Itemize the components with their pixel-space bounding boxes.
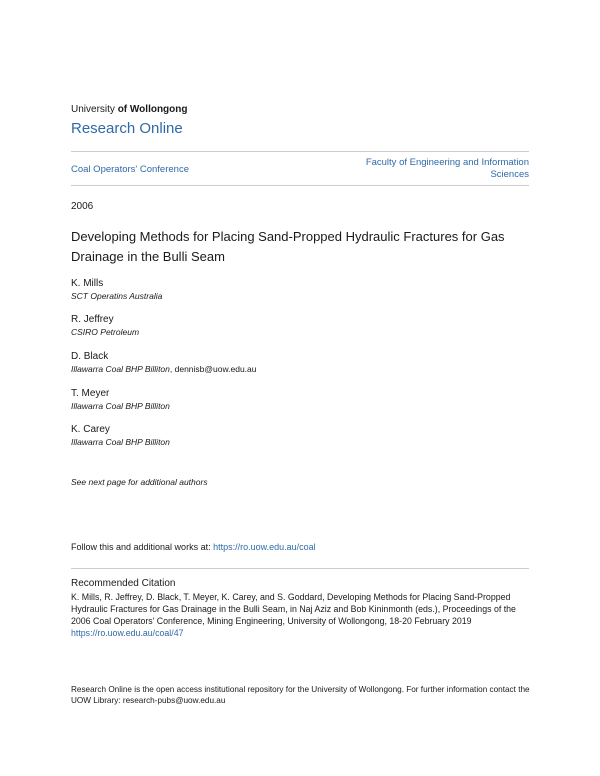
faculty-line-2: Sciences bbox=[490, 169, 529, 180]
affiliation-text: Illawarra Coal BHP Billiton bbox=[71, 401, 170, 411]
author-affiliation bbox=[71, 290, 162, 302]
citation-heading: Recommended Citation bbox=[71, 578, 176, 589]
institution-name bbox=[71, 104, 188, 115]
footer-note: Research Online is the open access institutional repository for the University of Wollongong. For further information contact the UOW Library: research-pubs@uow.edu.au bbox=[71, 685, 530, 705]
institution-suffix: Wollongong bbox=[127, 104, 188, 115]
faculty-link[interactable] bbox=[319, 157, 529, 181]
author-affiliation bbox=[71, 436, 170, 448]
collection-link[interactable]: https://ro.uow.edu.au/coal bbox=[213, 542, 316, 552]
divider-top bbox=[71, 151, 529, 152]
author-name: R. Jeffrey bbox=[71, 314, 114, 325]
faculty-line-1: Faculty of Engineering and Information bbox=[365, 157, 529, 168]
divider-citation bbox=[71, 568, 529, 569]
author-affiliation bbox=[71, 400, 170, 412]
author-name: D. Black bbox=[71, 351, 109, 362]
series-row bbox=[71, 157, 529, 183]
author-entry bbox=[71, 423, 170, 448]
affiliation-text: Illawarra Coal BHP Billiton bbox=[71, 364, 170, 374]
affiliation-text: CSIRO Petroleum bbox=[71, 327, 140, 337]
author-affiliation bbox=[71, 363, 257, 375]
follow-line bbox=[71, 542, 316, 552]
repository-name[interactable]: Research Online bbox=[71, 120, 183, 137]
paper-title[interactable]: Developing Methods for Placing Sand-Propped Hydraulic Fractures for Gas Drainage in the Bulli Seam bbox=[71, 229, 505, 264]
institution-prefix: University bbox=[71, 104, 118, 115]
affiliation-text: SCT Operatins Australia bbox=[71, 291, 163, 301]
author-name: K. Carey bbox=[71, 424, 110, 435]
author-entry bbox=[71, 387, 170, 412]
author-affiliation bbox=[71, 326, 139, 338]
divider-middle bbox=[71, 185, 529, 186]
publication-year: 2006 bbox=[71, 201, 94, 212]
author-name: T. Meyer bbox=[71, 388, 110, 399]
follow-text: Follow this and additional works at: bbox=[71, 542, 214, 552]
citation-link[interactable]: https://ro.uow.edu.au/coal/47 bbox=[71, 628, 184, 638]
citation-block bbox=[71, 591, 531, 639]
author-entry bbox=[71, 313, 139, 338]
author-email: , dennisb@uow.edu.au bbox=[169, 364, 257, 374]
author-entry bbox=[71, 277, 162, 302]
author-entry bbox=[71, 350, 257, 375]
author-name: K. Mills bbox=[71, 278, 104, 289]
affiliation-text: Illawarra Coal BHP Billiton bbox=[71, 437, 170, 447]
institution-of: of bbox=[117, 104, 128, 115]
citation-text: K. Mills, R. Jeffrey, D. Black, T. Meyer, K. Carey, and S. Goddard, Developing Methods for Placing Sand-Propped Hydraulic Fractures for Gas Drainage in the Bulli Seam, in Naj Aziz and Bob Kininmonth (eds.), Proceedings of the 2006 Coal Operators' Conference, Mining Engineering, University of Wollongong, 18-20 February 2019 bbox=[71, 592, 516, 626]
additional-authors-note: See next page for additional authors bbox=[71, 477, 208, 487]
conference-link[interactable]: Coal Operators' Conference bbox=[71, 164, 189, 175]
